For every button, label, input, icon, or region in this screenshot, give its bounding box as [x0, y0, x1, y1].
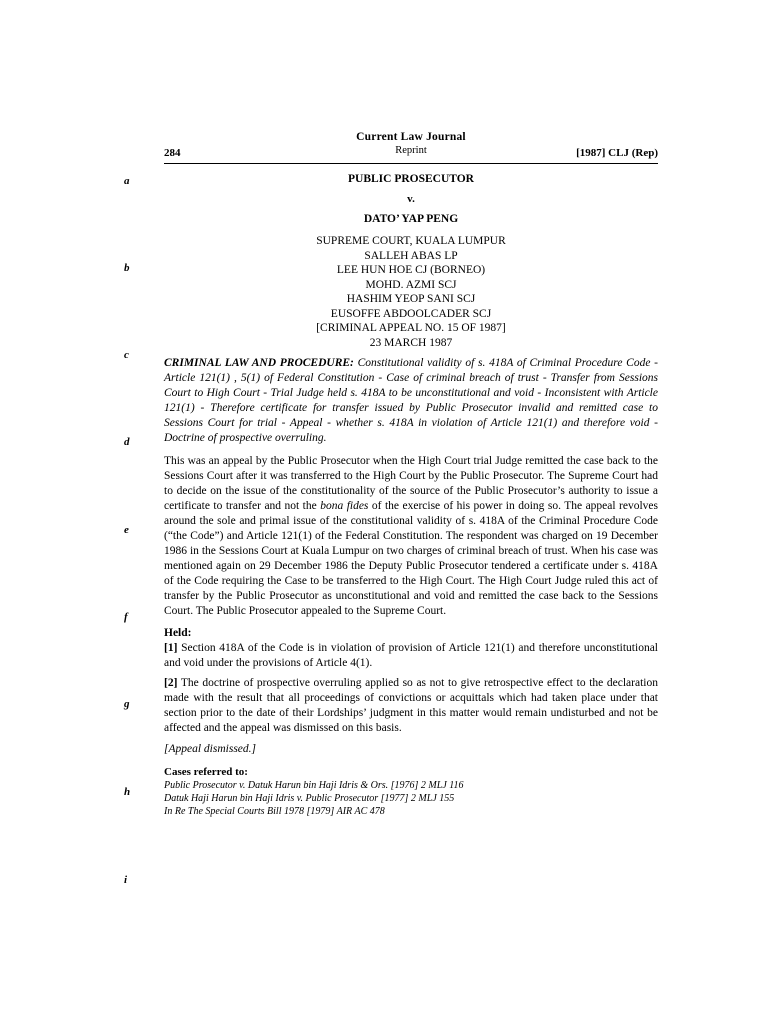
- journal-title: Current Law Journal: [356, 131, 466, 143]
- catchwords-text: Constitutional validity of s. 418A of Criminal Procedure Code - Article 121(1) , 5(1) of Federal Constitution - Case of criminal breach of trust - Transfer from Sessions Court to High Court - Trial Judge held s. 418A to be unconstitutional and void - Inconsistent with Article 121(1) - Therefore certificate for transfer issued by Public Prosecutor invalid and remitted case to Sessions Court for trial - Appeal - whether s. 418A in violation of Article 121(1) and therefore void - Doctrine of prospective overruling.: [164, 357, 658, 444]
- margin-letter-g: g: [124, 698, 130, 710]
- court-details: [164, 234, 658, 350]
- margin-letter-d: d: [124, 436, 130, 448]
- margin-letter-f: f: [124, 611, 128, 623]
- respondent-name: DATO’ YAP PENG: [363, 213, 459, 225]
- margin-letter-e: e: [124, 524, 129, 536]
- held-point-text: Section 418A of the Code is in violation of provision of Article 121(1) and therefore unconstitutional and void under the provisions of Article 4(1).: [164, 642, 658, 669]
- decision-date: 23 MARCH 1987: [369, 336, 453, 349]
- cases-heading: Cases referred to:: [164, 766, 248, 778]
- judge-line: EUSOFFE ABDOOLCADER SCJ: [330, 307, 492, 320]
- report-body: [164, 172, 658, 818]
- case-reference: Public Prosecutor v. Datuk Harun bin Haji Idris & Ors. [1976] 2 MLJ 116: [164, 780, 464, 791]
- held-point-2: [164, 676, 658, 736]
- judge-line: SALLEH ABAS LP: [364, 249, 458, 262]
- header-divider: [164, 163, 658, 164]
- summary-italic-phrase: bona fides: [320, 500, 369, 512]
- judge-line: HASHIM YEOP SANI SCJ: [346, 293, 476, 305]
- disposition: [Appeal dismissed.]: [164, 743, 256, 755]
- judge-line: LEE HUN HOE CJ (BORNEO): [336, 264, 486, 276]
- judge-line: MOHD. AZMI SCJ: [365, 278, 457, 291]
- held-point-text: The doctrine of prospective overruling applied so as not to give retrospective effect to the declaration made with the result that all proceedings of convictions or acquittals which had taken place under that section prior to the date of their Lordships’ judgment in this matter would remain undisturbed and not be affected and the appeal was dismissed on this basis.: [164, 677, 658, 734]
- summary-part-1: This was an appeal by the Public Prosecutor when the High Court trial Judge remitted the case back to the Sessions Court after it was transferred to the High Court by the Public Prosecutor. The Supreme Court had to decide on the issue of the constitutionality of the source of the Public Prosecutor’s authority to issue a certificate to transfer and not the: [164, 455, 658, 512]
- margin-letter-i: i: [124, 874, 128, 886]
- journal-subtitle: Reprint: [395, 145, 427, 156]
- appellant-name: PUBLIC PROSECUTOR: [348, 173, 474, 185]
- held-point-number: [1]: [164, 642, 178, 654]
- court-name: SUPREME COURT, KUALA LUMPUR: [316, 235, 506, 247]
- catchwords-lead: CRIMINAL LAW AND PROCEDURE:: [164, 357, 354, 369]
- report-citation: [1987] CLJ (Rep): [576, 147, 658, 159]
- margin-letter-a: a: [124, 175, 130, 187]
- held-heading: Held:: [164, 627, 192, 639]
- case-reference: Datuk Haji Harun bin Haji Idris v. Public Prosecutor [1977] 2 MLJ 155: [164, 793, 455, 804]
- margin-letter-h: h: [124, 786, 131, 798]
- held-point-1: [164, 641, 658, 671]
- versus-label: v.: [407, 193, 415, 205]
- margin-letter-c: c: [124, 349, 129, 361]
- page-number: 284: [164, 147, 181, 159]
- summary-part-2: of the exercise of his power in doing so. The appeal revolves around the sole and primal issue of the constitutional validity of s. 418A of the Criminal Procedure Code (“the Code”) and Article 121(1) of the Federal Constitution. The respondent was charged on 19 December 1986 in the Sessions Court at Kuala Lumpur on two charges of criminal breach of trust. When his case was mentioned again on 29 December 1986 the Deputy Public Prosecutor tendered a certificate under s. 418A of the Code requiring the Case to be transferred to the High Court. The High Court Judge ruled this act of transfer by the Public Prosecutor as unconstitutional and void and remitted the case back to the Sessions Court. The Public Prosecutor appealed to the Supreme Court.: [164, 500, 659, 617]
- case-reference: In Re The Special Courts Bill 1978 [1979] AIR AC 478: [164, 806, 385, 817]
- spacer: [164, 226, 658, 234]
- appeal-number: [CRIMINAL APPEAL NO. 15 OF 1987]: [316, 322, 506, 334]
- case-summary: [164, 454, 658, 619]
- margin-letter-b: b: [124, 262, 130, 274]
- catchwords: [164, 356, 658, 446]
- held-point-number: [2]: [164, 677, 178, 689]
